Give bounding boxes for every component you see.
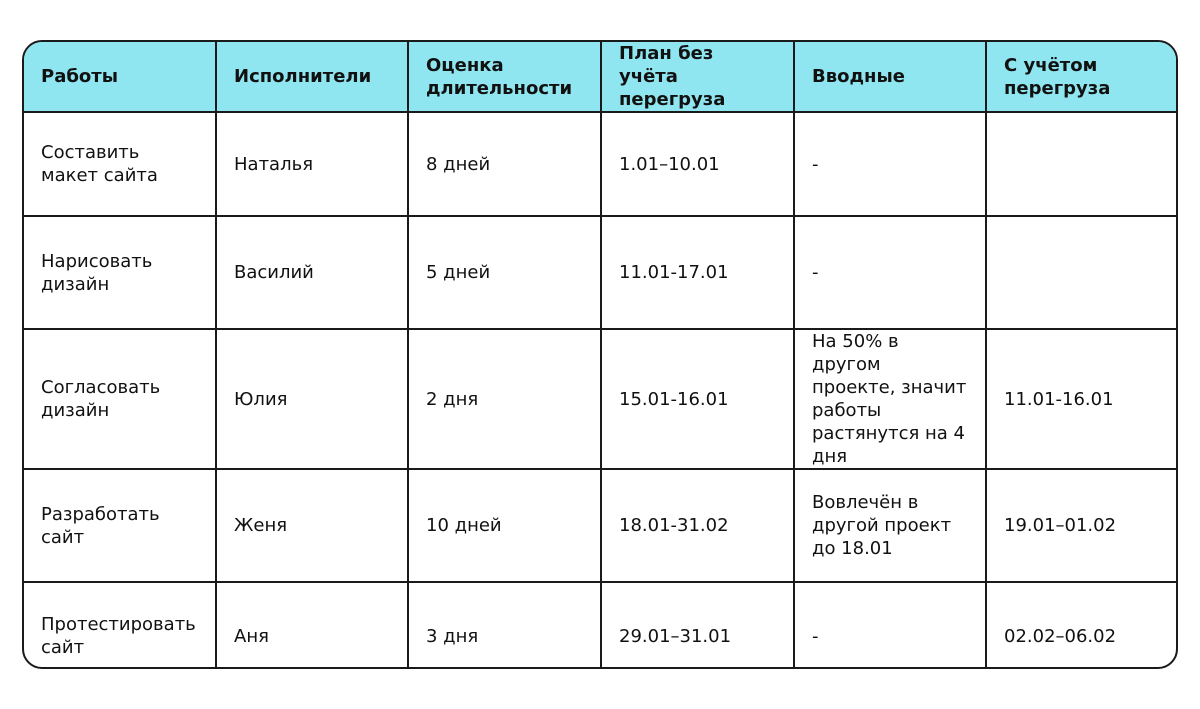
header-assignees: Исполнители	[216, 42, 408, 112]
cell-duration: 10 дней	[408, 469, 601, 582]
cell-plan-overload: 02.02–06.02	[1004, 625, 1117, 647]
cell-task: Составить макет сайта	[24, 112, 216, 216]
cell-plan-overload	[986, 216, 1178, 329]
table-row	[24, 112, 1178, 216]
cell-assignee: Аня	[216, 582, 408, 669]
cell-duration: 2 дня	[408, 329, 601, 469]
cell-inputs: -	[794, 112, 986, 216]
cell-task: Разработать сайт	[24, 469, 216, 582]
table-row	[24, 329, 1178, 469]
cell-inputs: -	[794, 216, 986, 329]
cell-inputs: На 50% в другом проекте, значит работы растянутся на 4 дня	[794, 329, 986, 469]
table-row	[24, 582, 1178, 669]
cell-plan-overload: 19.01–01.02	[986, 469, 1178, 582]
cell-plan: 1.01–10.01	[601, 112, 794, 216]
cell-assignee: Наталья	[216, 112, 408, 216]
cell-assignee: Женя	[216, 469, 408, 582]
cell-duration: 5 дней	[408, 216, 601, 329]
header-inputs: Вводные	[794, 42, 986, 112]
header-duration-estimate: Оценка длительности	[408, 42, 601, 112]
cell-assignee: Юлия	[216, 329, 408, 469]
cell-duration: 8 дней	[408, 112, 601, 216]
cell-plan: 15.01-16.01	[601, 329, 794, 469]
schedule-table	[22, 40, 1178, 669]
cell-plan-overload: 11.01-16.01	[986, 329, 1178, 469]
cell-plan: 29.01–31.01	[601, 582, 794, 669]
cell-inputs: Вовлечён в другой проект до 18.01	[794, 469, 986, 582]
cell-plan-overload	[986, 112, 1178, 216]
cell-inputs: -	[794, 582, 986, 669]
schedule-grid	[24, 42, 1178, 669]
table-row	[24, 216, 1178, 329]
cell-plan: 11.01-17.01	[601, 216, 794, 329]
table-row	[24, 469, 1178, 582]
header-row	[24, 42, 1178, 112]
cell-plan: 18.01-31.02	[601, 469, 794, 582]
cell-duration: 3 дня	[408, 582, 601, 669]
cell-task: Согласовать дизайн	[24, 329, 216, 469]
header-plan-with-overload: С учётом перегруза	[986, 42, 1178, 112]
cell-task: Нарисовать дизайн	[24, 216, 216, 329]
header-plan-without-overload: План без учёта перегруза	[601, 42, 794, 112]
cell-task: Протестировать сайт	[24, 582, 216, 669]
header-tasks: Работы	[24, 42, 216, 112]
cell-assignee: Василий	[216, 216, 408, 329]
